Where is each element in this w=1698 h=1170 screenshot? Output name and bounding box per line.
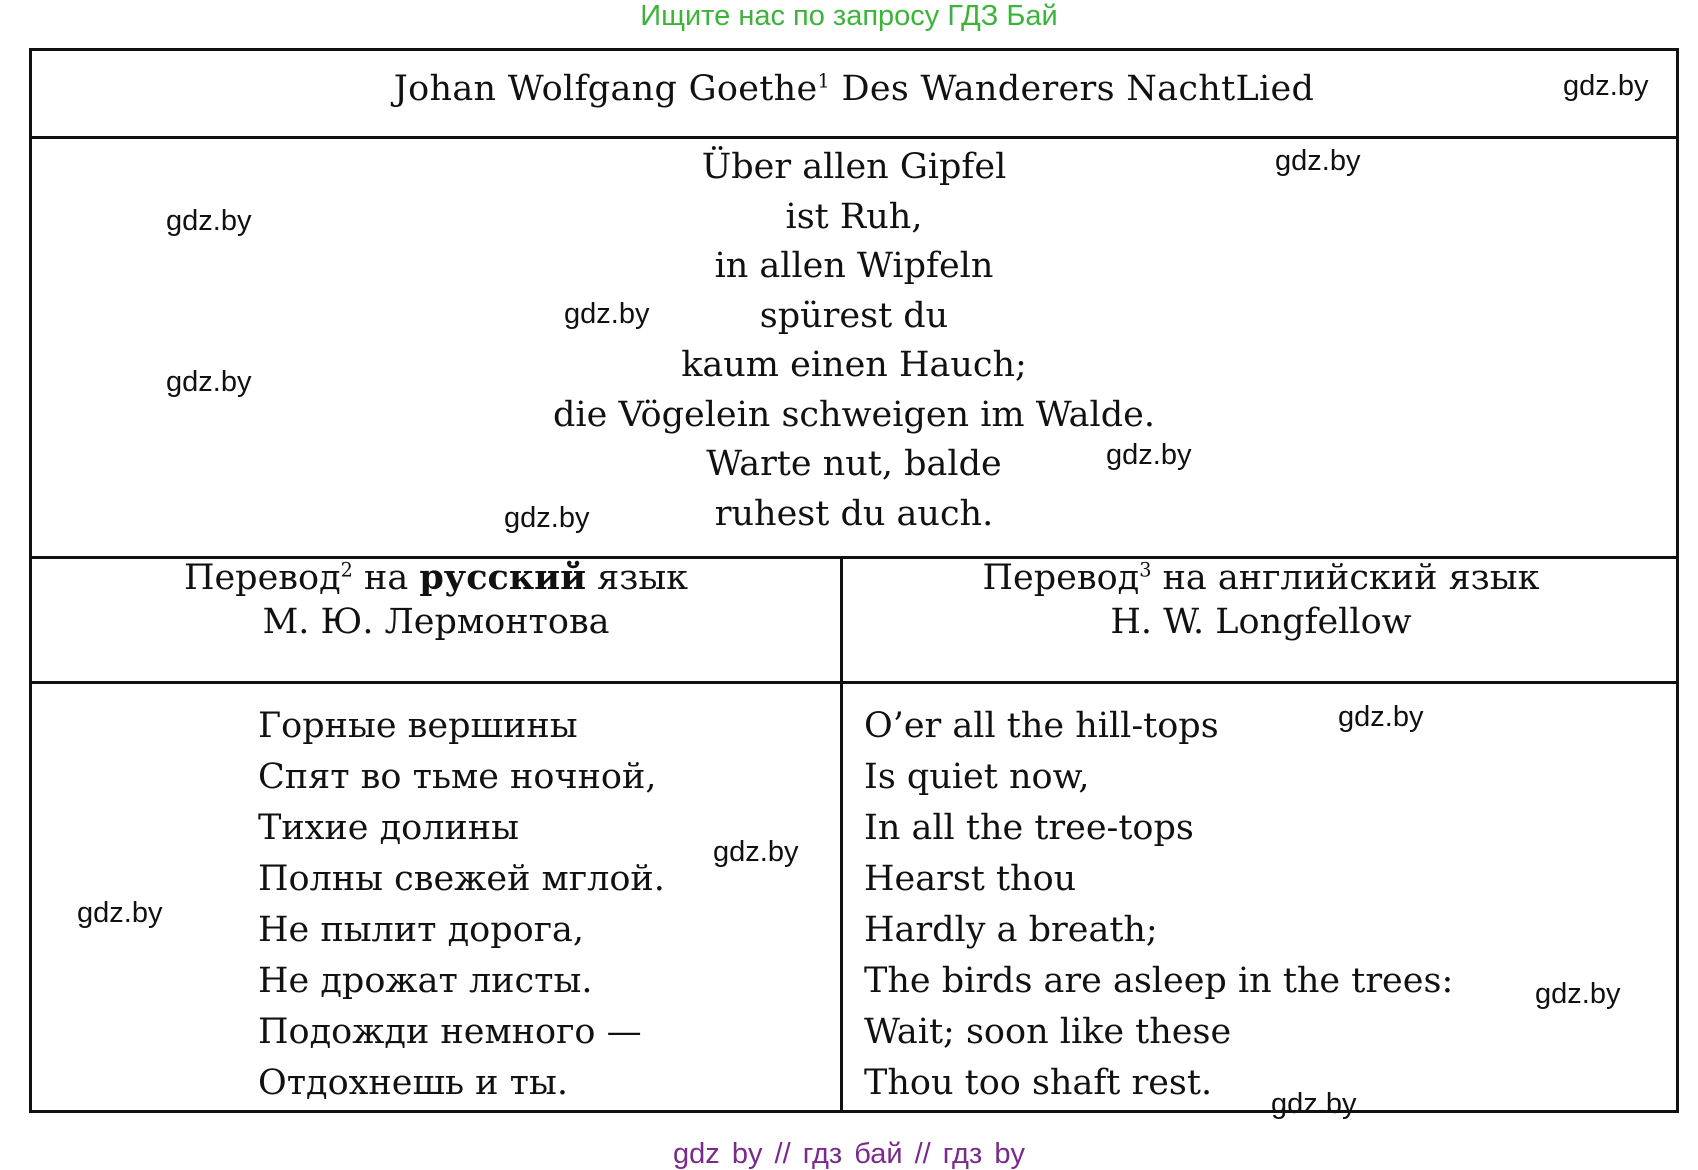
watermark: gdz.by [564,298,650,330]
watermark: gdz.by [504,502,590,534]
footer-links: gdz by // гдз бай // гдз by [673,1138,1025,1170]
poem-line: Не пылит дорога, [258,910,585,950]
poem-line: Тихие долины [258,808,519,848]
poem-line: O’er all the hill-tops [864,706,1219,746]
header-word: Перевод [982,558,1140,598]
header-word: на [352,558,420,598]
poem-line: Полны свежей мглой. [258,859,665,899]
watermark: gdz.by [166,205,252,237]
poem-line: die Vögelein schweigen im Walde. [553,394,1155,435]
poem-line: ruhest du auch. [714,493,994,534]
poem-line: ist Ruh, [785,196,923,237]
footnote-3: 3 [1139,558,1152,582]
watermark: gdz.by [1106,439,1192,471]
english-translation-header [843,556,1679,644]
russian-poem [258,701,665,1109]
poem-line: Отдохнешь и ты. [258,1063,568,1103]
footnote-2: 2 [340,558,353,582]
poem-line: In all the tree-tops [864,808,1194,848]
poem-line: spürest du [759,295,949,336]
watermark: gdz.by [1271,1088,1357,1120]
watermark: gdz.by [1563,70,1649,102]
watermark: gdz.by [77,897,163,929]
header-bold-word: русский [419,557,587,598]
poem-line: Hardly a breath; [864,910,1158,950]
poem-line: Подожди немного — [258,1012,642,1052]
header-word: язык [586,558,689,598]
title-name: Des Wanderers NachtLied [830,69,1315,109]
poem-title [32,69,1676,109]
watermark: gdz.by [1338,701,1424,733]
header-row-divider [32,681,1676,684]
watermark: gdz.by [713,836,799,868]
poem-line: The birds are asleep in the trees: [864,961,1454,1001]
watermark: gdz.by [1535,978,1621,1010]
poem-line: Спят во тьме ночной, [258,757,657,797]
poem-line: Hearst thou [864,859,1077,899]
english-poem [864,701,1453,1109]
top-banner: Ищите нас по запросу ГДЗ Бай [640,0,1058,32]
title-row-divider [32,136,1676,139]
poem-line: Über allen Gipfel [701,147,1007,187]
poem-line: Не дрожат листы. [258,961,593,1001]
poem-table [29,48,1679,1113]
title-author: Johan Wolfgang Goethe [393,69,818,109]
english-translator: H. W. Longfellow [1110,602,1412,642]
poem-line: Горные вершины [258,706,578,746]
original-poem [32,143,1676,539]
poem-line: kaum einen Hauch; [681,345,1027,385]
poem-line: Thou too shaft rest. [864,1063,1213,1103]
poem-line: in allen Wipfeln [714,246,994,286]
header-word: Перевод [183,558,341,598]
poem-line: Wait; soon like these [864,1012,1232,1052]
watermark: gdz.by [1275,145,1361,177]
poem-line: Is quiet now, [864,757,1090,797]
footnote-1: 1 [817,69,831,93]
watermark: gdz.by [166,366,252,398]
russian-translator: М. Ю. Лермонтова [262,602,610,642]
header-word: на английский язык [1151,558,1540,598]
poem-line: Warte nut, balde [706,444,1002,484]
russian-translation-header [32,556,840,644]
